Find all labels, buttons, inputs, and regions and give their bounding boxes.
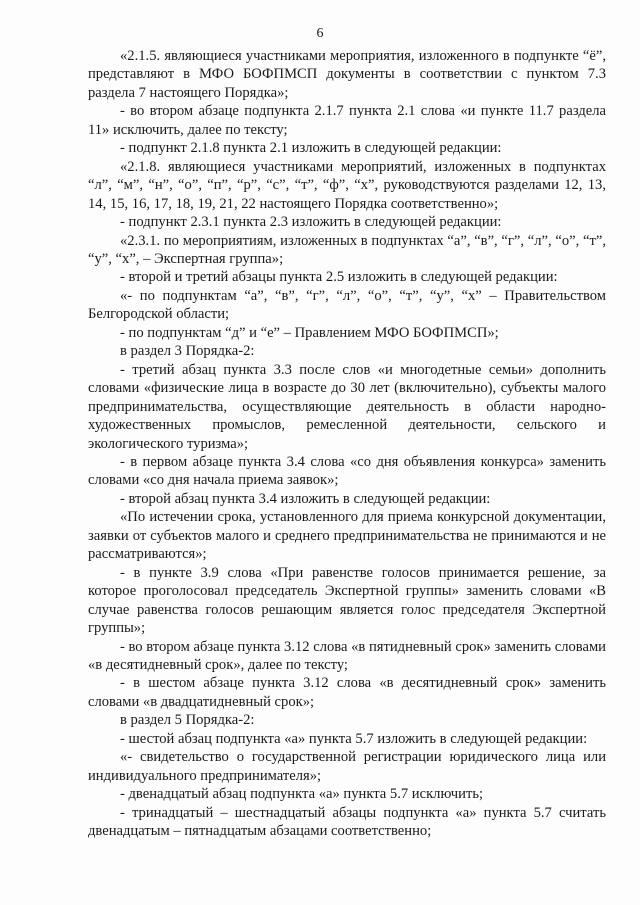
page-number: 6 — [316, 26, 324, 41]
paragraph-13: - второй абзац пункта 3.4 изложить в следующей редакции: — [120, 490, 491, 507]
paragraph-18: в раздел 5 Порядка-2: — [120, 712, 255, 729]
paragraph-22: - тринадцатый – шестнадцатый абзацы подпункта «а» пункта 5.7 считать двенадцатым – пятнадцатым абзацами соответственно; — [88, 804, 606, 840]
paragraph-14: «По истечении срока, установленного для приема конкурсной документации, заявки от субъектов малого и среднего предпринимательства не принимаются и не рассматриваются»; — [88, 509, 606, 563]
paragraph-16: - во втором абзаце пункта 3.12 слова «в пятидневный срок» заменить словами «в десятидневный срок», далее по тексту; — [88, 638, 606, 673]
paragraph-2: - во втором абзаце подпункта 2.1.7 пункта 2.1 слова «и пункте 11.7 раздела 11» исключить, далее по тексту; — [88, 103, 606, 138]
paragraph-11: - третий абзац пункта 3.3 после слов «и многодетные семьи» дополнить словами «физические лица в возрасте до 30 лет (включительно), субъекты малого предпринимательства, осуществляющие деятельность в области народно-художественных промыслов, ремесленной деятельности, сельского и экологического туризма»; — [88, 361, 606, 452]
paragraph-17: - в шестом абзаце пункта 3.12 слова «в десятидневный срок» заменить словами «в двадцатидневный срок»; — [88, 675, 606, 710]
paragraph-5: - подпункт 2.3.1 пункта 2.3 изложить в следующей редакции: — [120, 214, 502, 231]
paragraph-15: - в пункте 3.9 слова «При равенстве голосов принимается решение, за которое проголосовал председатель Экспертной группы» заменить словами «В случае равенства голосов решающим является голос председателя Экспертной группы»; — [88, 564, 606, 637]
paragraph-3: - подпункт 2.1.8 пункта 2.1 изложить в следующей редакции: — [120, 140, 502, 157]
paragraph-21: - двенадцатый абзац подпункта «а» пункта 5.7 исключить; — [120, 786, 484, 803]
paragraph-20: «- свидетельство о государственной регистрации юридического лица или индивидуального предпринимателя»; — [88, 749, 606, 784]
paragraph-19: - шестой абзац подпункта «а» пункта 5.7 изложить в следующей редакции: — [120, 730, 588, 747]
paragraph-12: - в первом абзаце пункта 3.4 слова «со дня объявления конкурса» заменить словами «со дня начала приема заявок»; — [88, 453, 606, 489]
paragraph-1: «2.1.5. являющиеся участниками мероприятия, изложенного в подпункте “ё”, представляют в МФО БОФПМСП документы в соответствии с пунктом 7.3 раздела 7 настоящего Порядка»; — [88, 48, 606, 101]
paragraph-9: - по подпунктам “д” и “е” – Правлением МФО БОФПМСП»; — [120, 324, 499, 341]
document-body — [88, 47, 606, 840]
paragraph-7: - второй и третий абзацы пункта 2.5 изложить в следующей редакции: — [120, 269, 558, 286]
paragraph-10: в раздел 3 Порядка-2: — [120, 343, 255, 360]
paragraph-4: «2.1.8. являющиеся участниками мероприятий, изложенных в подпунктах “л”, “м”, “н”, “о”, “п”, “р”, “с”, “т”, “ф”, “х”, руководствуются разделами 12, 13, 14, 15, 16, 17, 18, 19, 21, 22 настоящего Порядка соответственно»; — [88, 158, 606, 212]
paragraph-8: «- по подпунктам “а”, “в”, “г”, “л”, “о”, “т”, “у”, “х” – Правительством Белгородской области; — [88, 287, 606, 323]
paragraph-6: «2.3.1. по мероприятиям, изложенных в подпунктах “а”, “в”, “г”, “л”, “о”, “т”, “у”, “х”, – Экспертная группа»; — [88, 232, 606, 267]
